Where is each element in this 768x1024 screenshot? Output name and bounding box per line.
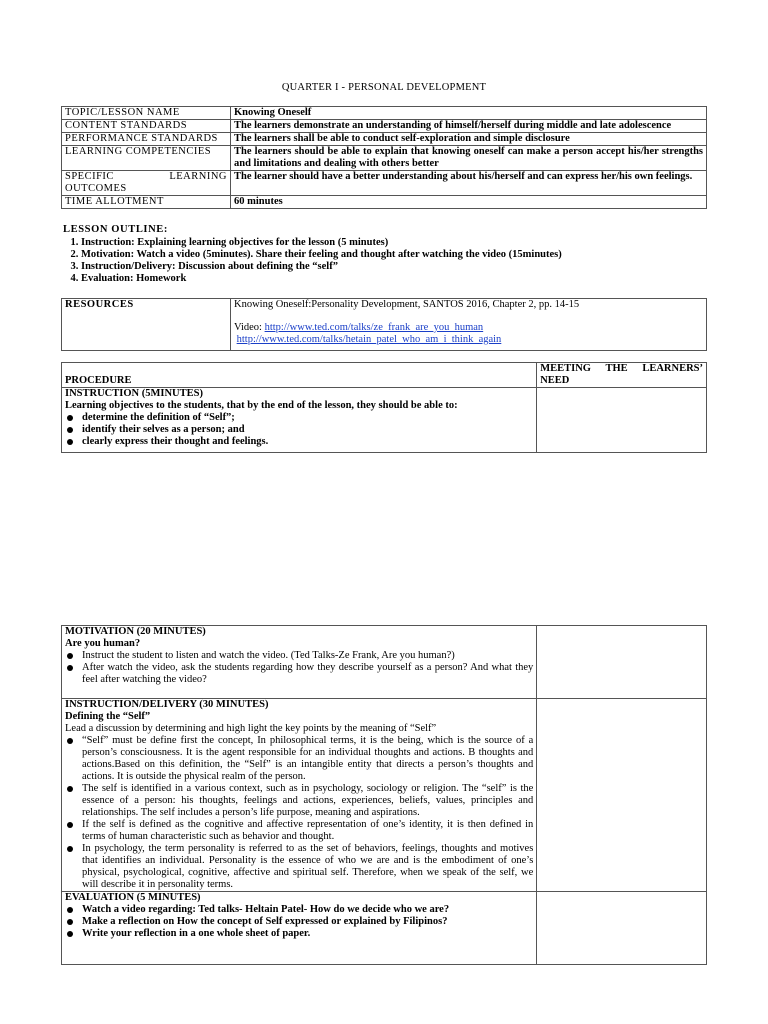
table-row — [62, 299, 707, 351]
table-row — [62, 363, 707, 388]
lesson-outline-list — [63, 237, 703, 285]
time-allotment-label: TIME ALLOTMENT — [62, 196, 231, 209]
list-item: The self is identified in a various context, such as in psychology, sociology or religion. The “self” is the essence of a person: his thoughts, feelings and actions, experiences, beliefs, values, principles and relationships. The self includes a person’s life purpose, meaning and aspirations. — [65, 783, 533, 819]
lesson-outline-heading: LESSON OUTLINE: — [63, 224, 168, 235]
list-item: determine the definition of “Self”; — [65, 412, 533, 424]
learning-outcomes-label — [62, 171, 231, 196]
list-item: In psychology, the term personality is referred to as the set of behaviors, feelings, thoughts and motives that identifies an individual. Personality is the essence of who we are and is the embodiment of one’s physical, psychological, cognitive, affective and spiritual self. Therefore, when we speak of the self, we will describe it in personality terms. — [65, 843, 533, 891]
list-item: 4. Evaluation: Homework — [81, 273, 703, 285]
motivation-heading: MOTIVATION (20 MINUTES) — [65, 626, 206, 637]
procedure-table — [61, 362, 707, 453]
learning-outcomes-label-line2: OUTCOMES — [65, 183, 127, 194]
content-standards-label: CONTENT STANDARDS — [62, 120, 231, 133]
learners-need-cell — [537, 699, 707, 892]
video-link-ze-frank[interactable]: http://www.ted.com/talks/ze_frank_are_you_human — [264, 322, 484, 333]
procedure-header: PROCEDURE — [62, 363, 537, 388]
table-row — [62, 133, 707, 146]
table-row — [62, 388, 707, 453]
resources-table — [61, 298, 707, 351]
motivation-cell — [62, 626, 537, 699]
performance-standards-label: PERFORMANCE STANDARDS — [62, 133, 231, 146]
evaluation-heading: EVALUATION (5 MINUTES) — [65, 892, 201, 903]
lesson-info-table — [61, 106, 707, 209]
list-item: 1. Instruction: Explaining learning objectives for the lesson (5 minutes) — [81, 237, 703, 249]
list-item: Watch a video regarding: Ted talks- Heltain Patel- How do we decide who we are? — [65, 904, 533, 916]
delivery-list — [65, 735, 533, 891]
learners-need-cell — [537, 626, 707, 699]
table-row — [62, 146, 707, 171]
resources-content — [231, 299, 707, 351]
delivery-cell — [62, 699, 537, 892]
page-title: QUARTER I - PERSONAL DEVELOPMENT — [281, 82, 487, 93]
list-item: Write your reflection in a one whole sheet of paper. — [65, 928, 533, 940]
table-row — [62, 892, 707, 965]
delivery-heading: INSTRUCTION/DELIVERY (30 MINUTES) — [65, 699, 269, 710]
list-item: clearly express their thought and feelings. — [65, 436, 533, 448]
resources-label: RESOURCES — [62, 299, 231, 351]
table-row — [62, 626, 707, 699]
evaluation-cell — [62, 892, 537, 965]
motivation-list — [65, 650, 533, 686]
learners-need-cell — [537, 892, 707, 965]
table-row — [62, 699, 707, 892]
resources-book: Knowing Oneself:Personality Development, SANTOS 2016, Chapter 2, pp. 14-15 — [234, 299, 580, 310]
learning-competencies-value: The learners should be able to explain that knowing oneself can make a person accept his/her strengths and limitations and dealing with others better — [231, 146, 707, 171]
learners-need-cell — [537, 388, 707, 453]
procedure-table-continued — [61, 625, 707, 965]
list-item: identify their selves as a person; and — [65, 424, 533, 436]
topic-label: TOPIC/LESSON NAME — [62, 107, 231, 120]
table-row — [62, 196, 707, 209]
list-item: 2. Motivation: Watch a video (5minutes). Share their feeling and thought after watching the video (15minutes) — [81, 249, 703, 261]
lesson-outline — [63, 224, 703, 285]
time-allotment-value: 60 minutes — [231, 196, 707, 209]
list-item: Make a reflection on How the concept of Self expressed or explained by Filipinos? — [65, 916, 533, 928]
instruction-cell — [62, 388, 537, 453]
performance-standards-value: The learners shall be able to conduct self-exploration and simple disclosure — [231, 133, 707, 146]
motivation-subheading: Are you human? — [65, 638, 141, 649]
list-item: “Self” must be define first the concept, In philosophical terms, it is the being, which is the source of a person’s consciousness. It is the agent responsible for an individual thoughts and actions. B thoughts and actions.Based on this definition, the “Self” is an intangible entity that directs a person’s thoughts and actions. It is outside the physical realm of the person. — [65, 735, 533, 783]
learners-need-header: MEETING THE LEARNERS’ NEED — [537, 363, 707, 388]
instruction-intro: Learning objectives to the students, that by the end of the lesson, they should be able to: — [65, 400, 458, 411]
table-row — [62, 120, 707, 133]
delivery-intro: Lead a discussion by determining and high light the key points by the meaning of “Self” — [65, 723, 437, 734]
learning-competencies-label: LEARNING COMPETENCIES — [62, 146, 231, 171]
topic-value: Knowing Oneself — [231, 107, 707, 120]
learning-outcomes-value: The learner should have a better understanding about his/herself and can express her/his own feelings. — [231, 171, 707, 196]
instruction-heading: INSTRUCTION (5MINUTES) — [65, 388, 203, 399]
delivery-subheading: Defining the “Self” — [65, 711, 151, 722]
learning-outcomes-label-line1: SPECIFIC LEARNING — [65, 171, 227, 182]
video-link-hetain-patel[interactable]: http://www.ted.com/talks/hetain_patel_who_am_i_think_again — [236, 334, 502, 345]
instruction-objectives — [65, 412, 533, 448]
table-row — [62, 171, 707, 196]
content-standards-value: The learners demonstrate an understanding of himself/herself during middle and late adolescence — [231, 120, 707, 133]
list-item: After watch the video, ask the students regarding how they describe yourself as a person? And what they feel after watching the video? — [65, 662, 533, 686]
list-item: Instruct the student to listen and watch the video. (Ted Talks-Ze Frank, Are you human?) — [65, 650, 533, 662]
evaluation-list — [65, 904, 533, 940]
resources-video: Video: http://www.ted.com/talks/ze_frank_are_you_human — [234, 322, 484, 333]
resources-video-2 — [234, 334, 703, 346]
table-row — [62, 107, 707, 120]
list-item: If the self is defined as the cognitive and affective representation of one’s identity, it is then defined in terms of human characteristic such as behavior and thought. — [65, 819, 533, 843]
list-item: 3. Instruction/Delivery: Discussion about defining the “self” — [81, 261, 703, 273]
